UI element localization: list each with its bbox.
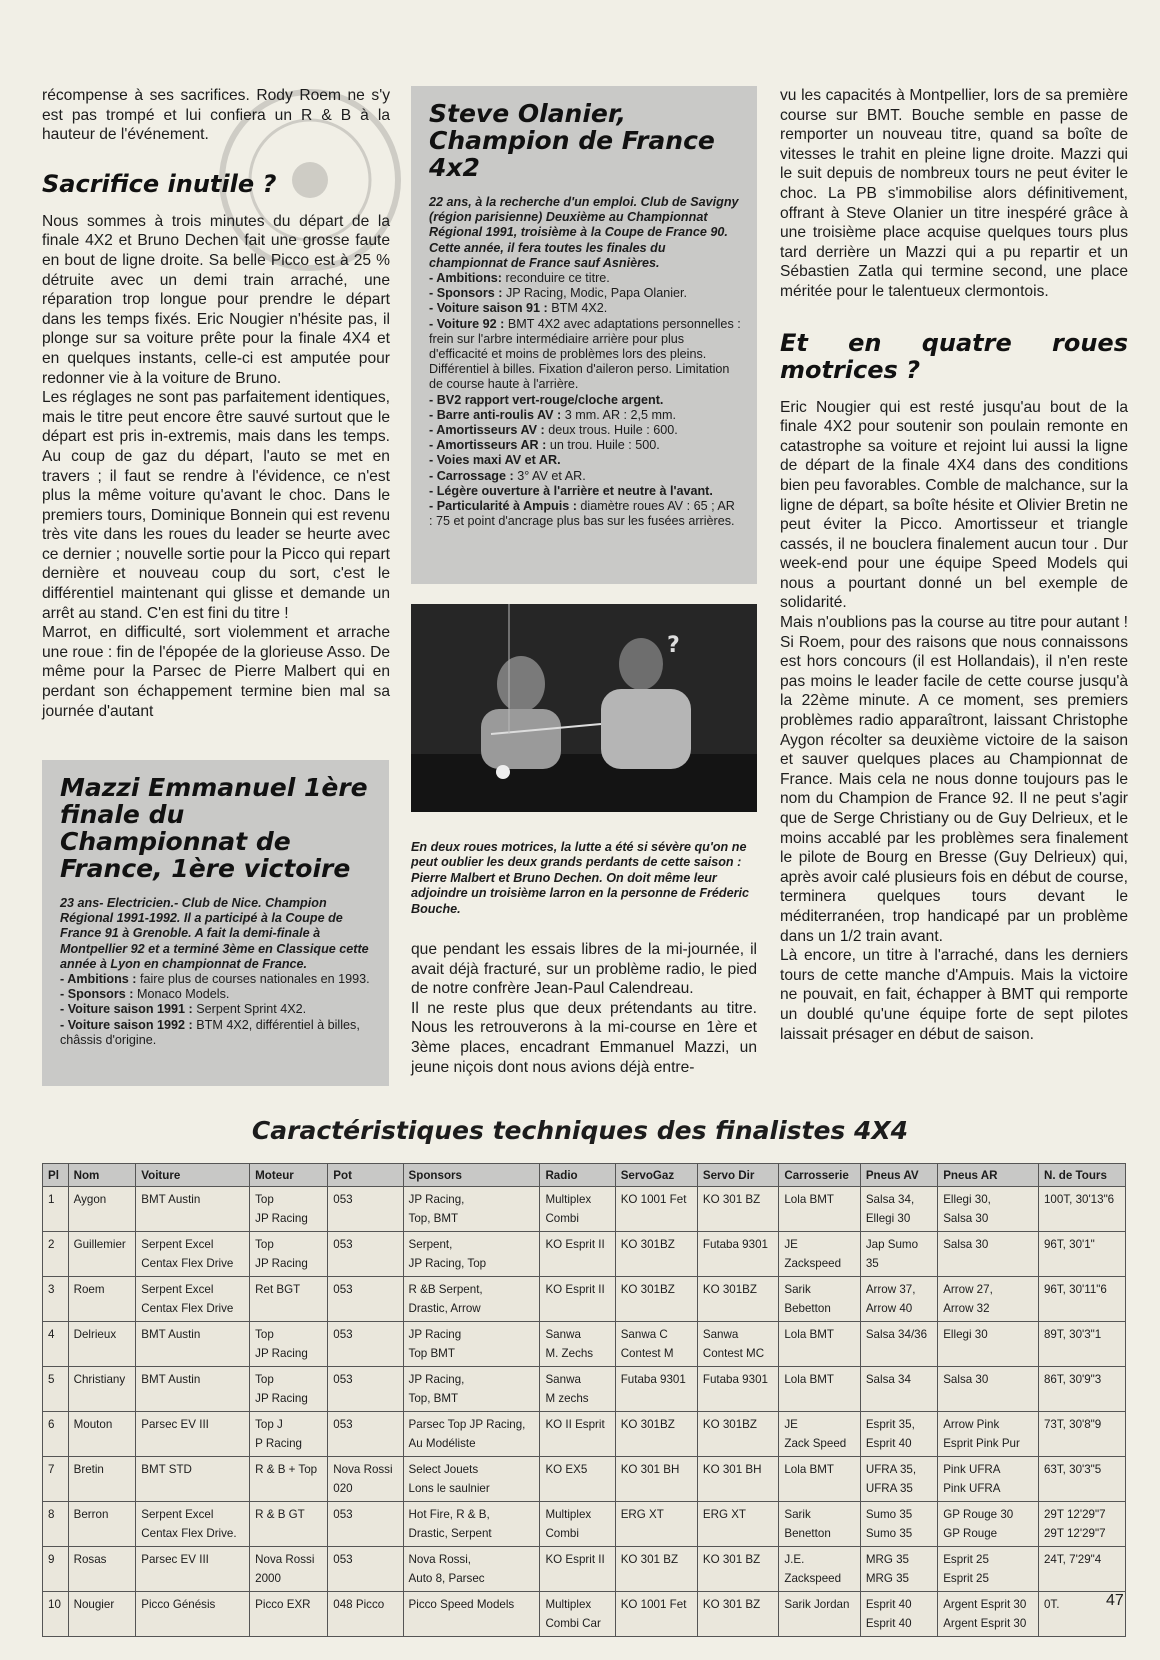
table-cell: 053: [328, 1367, 403, 1412]
table-cell: Sumo 35 Sumo 35: [860, 1502, 937, 1547]
table-cell: Futaba 9301: [697, 1367, 779, 1412]
table-cell: BMT Austin: [136, 1367, 250, 1412]
table-row: [43, 1547, 1126, 1592]
table-cell: Sarik Benetton: [779, 1502, 860, 1547]
table-cell: UFRA 35, UFRA 35: [860, 1457, 937, 1502]
table-cell: Christiany: [68, 1367, 136, 1412]
table-cell: ERG XT: [697, 1502, 779, 1547]
race-photo: [411, 604, 757, 812]
table-cell: Picco Génésis: [136, 1592, 250, 1637]
table-cell: 5: [43, 1367, 69, 1412]
table-cell: 3: [43, 1277, 69, 1322]
profile-detail-item: - Sponsors : Monaco Models.: [60, 987, 230, 1002]
table-cell: Multiplex Combi: [540, 1502, 615, 1547]
table-cell: Serpent Excel Centax Flex Drive: [136, 1232, 250, 1277]
table-cell: KO 1001 Fet: [615, 1592, 697, 1637]
table-cell: 9: [43, 1547, 69, 1592]
profile-detail-item: - Sponsors : JP Racing, Modic, Papa Olanier.: [429, 286, 688, 301]
table-cell: ERG XT: [615, 1502, 697, 1547]
profile-detail-item: - Voiture saison 1992 : BTM 4X2, différentiel à billes, châssis d'origine.: [60, 1017, 360, 1047]
table-cell: Serpent Excel Centax Flex Drive.: [136, 1502, 250, 1547]
table-cell: Futaba 9301: [615, 1367, 697, 1412]
paragraph: Il ne reste plus que deux prétendants au titre. Nous les retrouverons à la mi-course en 1ère et 3ème places, encadrant Emmanuel Mazzi, un jeune niçois dont nous avions déjà entre-: [411, 999, 757, 1076]
profile-detail-item: - Particularité à Ampuis : diamètre roues AV : 65 ; AR : 75 et point d'ancrage plus bas sur les fusées arrières.: [429, 499, 735, 529]
profile-detail-item: - Ambitions : faire plus de courses nationales en 1993.: [60, 972, 370, 987]
profile-box-mazzi: [42, 760, 389, 1086]
table-cell: BMT Austin: [136, 1322, 250, 1367]
profile-intro: 22 ans, à la recherche d'un emploi. Club de Savigny (région parisienne) Deuxième au Championnat Régional 1991, troisième à la Coupe de France 90. Cette année, il fera toutes les finales du championnat de France sauf Asnières.: [429, 195, 739, 270]
table-cell: 73T, 30'8"9: [1038, 1412, 1125, 1457]
table-cell: Arrow Pink Esprit Pink Pur: [938, 1412, 1039, 1457]
table-cell: Argent Esprit 30 Argent Esprit 30: [938, 1592, 1039, 1637]
table-header-cell: Radio: [540, 1164, 615, 1187]
table-cell: Arrow 37, Arrow 40: [860, 1277, 937, 1322]
table-cell: Esprit 40 Esprit 40: [860, 1592, 937, 1637]
table-cell: Nougier: [68, 1592, 136, 1637]
table-row: [43, 1457, 1126, 1502]
table-cell: 63T, 30'3"5: [1038, 1457, 1125, 1502]
table-cell: Ellegi 30, Salsa 30: [938, 1187, 1039, 1232]
table-header-cell: Nom: [68, 1164, 136, 1187]
profile-title: Steve Olanier, Champion de France 4x2: [429, 99, 715, 182]
table-cell: Serpent, JP Racing, Top: [403, 1232, 540, 1277]
table-cell: Sanwa M zechs: [540, 1367, 615, 1412]
table-title: Caractéristiques techniques des finalistes 4X4: [251, 1116, 909, 1145]
profile-detail-item: - Voiture saison 1991 : Serpent Sprint 4X2.: [60, 1002, 307, 1017]
table-row: [43, 1502, 1126, 1547]
table-cell: Top JP Racing: [250, 1367, 328, 1412]
table-cell: Parsec Top JP Racing, Au Modéliste: [403, 1412, 540, 1457]
table-cell: Bretin: [68, 1457, 136, 1502]
table-header-cell: Pneus AR: [938, 1164, 1039, 1187]
table-cell: Salsa 34: [860, 1367, 937, 1412]
table-row: [43, 1412, 1126, 1457]
table-header-row: [43, 1164, 1126, 1187]
table-cell: 053: [328, 1547, 403, 1592]
profile-detail-item: - Voiture saison 91 : BTM 4X2.: [429, 301, 608, 316]
table-cell: Futaba 9301: [697, 1232, 779, 1277]
table-header-cell: Servo Dir: [697, 1164, 779, 1187]
table-cell: 10: [43, 1592, 69, 1637]
table-cell: KO 301 BZ: [697, 1592, 779, 1637]
table-cell: JP Racing, Top, BMT: [403, 1187, 540, 1232]
table-cell: 6: [43, 1412, 69, 1457]
table-header-cell: N. de Tours: [1038, 1164, 1125, 1187]
table-cell: Top JP Racing: [250, 1322, 328, 1367]
table-cell: KO 301BZ: [615, 1277, 697, 1322]
profile-detail-item: - Ambitions: reconduire ce titre.: [429, 271, 610, 286]
table-cell: R & B GT: [250, 1502, 328, 1547]
table-cell: 86T, 30'9"3: [1038, 1367, 1125, 1412]
profile-detail-item: - Carrossage : 3° AV et AR.: [429, 468, 586, 483]
column-right: [780, 86, 1128, 1044]
table-cell: KO 301BZ: [697, 1277, 779, 1322]
table-cell: Roem: [68, 1277, 136, 1322]
table-cell: JP Racing, Top, BMT: [403, 1367, 540, 1412]
table-cell: JE Zackspeed: [779, 1232, 860, 1277]
profile-details: [60, 972, 373, 1048]
column-left: [42, 86, 390, 721]
table-cell: Hot Fire, R & B, Drastic, Serpent: [403, 1502, 540, 1547]
finalists-table: [42, 1163, 1126, 1637]
table-cell: KO 301 BZ: [615, 1547, 697, 1592]
table-header-cell: Sponsors: [403, 1164, 540, 1187]
table-cell: KO 1001 Fet: [615, 1187, 697, 1232]
table-cell: Lola BMT: [779, 1457, 860, 1502]
profile-details: [429, 271, 741, 529]
table-cell: 053: [328, 1277, 403, 1322]
table-cell: KO 301 BH: [615, 1457, 697, 1502]
table-cell: 100T, 30'13"6: [1038, 1187, 1125, 1232]
table-cell: Top JP Racing: [250, 1232, 328, 1277]
profile-detail-item: - Légère ouverture à l'arrière et neutre à l'avant.: [429, 483, 713, 498]
table-header-cell: Moteur: [250, 1164, 328, 1187]
profile-detail-item: - Barre anti-roulis AV : 3 mm. AR : 2,5 mm.: [429, 407, 677, 422]
paragraph: Marrot, en difficulté, sort violemment et arrache une roue : fin de l'épopée de la glorieuse Asso. De même pour la Parsec de Pierre Malbert qui en perdant son échappement termine bien mal sa journée d'autant: [42, 624, 391, 720]
table-cell: 053: [328, 1412, 403, 1457]
table-cell: Salsa 34, Ellegi 30: [860, 1187, 937, 1232]
table-cell: Aygon: [68, 1187, 136, 1232]
table-header-cell: Carrosserie: [779, 1164, 860, 1187]
table-cell: 29T 12'29"7 29T 12'29"7: [1038, 1502, 1125, 1547]
table-header-cell: Pneus AV: [860, 1164, 937, 1187]
table-cell: Top JP Racing: [250, 1187, 328, 1232]
profile-box-olanier: [411, 86, 757, 584]
table-cell: KO 301BZ: [697, 1412, 779, 1457]
table-cell: 2: [43, 1232, 69, 1277]
table-header-cell: Pot: [328, 1164, 403, 1187]
paragraph: Les réglages ne sont pas parfaitement identiques, mais le titre peut encore être sauvé surtout que le départ est pris in-extremis, mais dans les temps. Au coup de gaz du départ, l'auto se met en travers ; il faut se rendre à l'évidence, ce n'est plus la même voiture qu'avant le choc. Dans le premiers tours, Dominique Bonnein qui est revenu très vite dans les roues du leader se heurte avec ce dernier ; nouvelle sortie pour la Picco qui repart dernière et nouveau coup du sort, c'est le différentiel maintenant qui glisse et demande un arrêt au stand. C'en est fini du titre !: [42, 389, 390, 622]
table-cell: Sanwa M. Zechs: [540, 1322, 615, 1367]
paragraph: Mais n'oublions pas la course au titre pour autant ! Si Roem, pour des raisons que nous connaissons est hors concours (il est Hollandais), il n'en reste pas moins le leader facile de cette course jusqu'à la 22ème minute. A ce moment, ses premiers problèmes radio apparaîtront, laissant Christophe Aygon récolter sa deuxième victoire de la saison et sauver quelques places au Championnat de France. Mais cela ne nous donne toujours pas le nom du Champion de France 92. Il ne peut s'agir que de Serge Christiany ou de Guy Delrieux, et le moins accablé par les problèmes sera finalement le pilote de Bourg en Bresse (Guy Delrieux) qui, après avoir calé plusieurs fois en début de course, terminera quelques tours devant le méditerranéen, trop handicapé par un problème dans un 1/2 train avant.: [780, 614, 1128, 945]
table-cell: Nova Rossi 020: [328, 1457, 403, 1502]
table-cell: KO 301 BZ: [697, 1547, 779, 1592]
table-cell: 048 Picco: [328, 1592, 403, 1637]
svg-text:?: ?: [667, 633, 680, 658]
paragraph: vu les capacités à Montpellier, lors de sa première course sur BMT. Bouche semble en passe de remporter un nouveau titre, quand sa boîte de vitesses le trahit en pleine ligne droite. Mazzi qui le suit depuis de nombreux tours ne peut éviter le choc. La PB s'immobilise alors définitivement, offrant à Steve Olanier un titre inespéré grâce à une troisième place acquise quelques tours plus tard derrière un Mazzi qui a pu repartir et un Sébastien Zatla qui termine second, une place méritée pour le talentueux clermontois.: [780, 87, 1128, 300]
table-cell: MRG 35 MRG 35: [860, 1547, 937, 1592]
table-cell: Lola BMT: [779, 1367, 860, 1412]
table-cell: Salsa 30: [938, 1232, 1039, 1277]
table-cell: J.E. Zackspeed: [779, 1547, 860, 1592]
table-cell: KO EX5: [540, 1457, 615, 1502]
table-cell: 7: [43, 1457, 69, 1502]
table-cell: Esprit 25 Esprit 25: [938, 1547, 1039, 1592]
table-row: [43, 1592, 1126, 1637]
table-cell: Lola BMT: [779, 1322, 860, 1367]
table-cell: KO 301 BH: [697, 1457, 779, 1502]
page-number: 47: [1106, 1592, 1124, 1609]
section-heading-quatre-roues: Et en quatre roues motrices ?: [780, 328, 1128, 384]
paragraph: Eric Nougier qui est resté jusqu'au bout de la finale 4X2 pour soutenir son poulain remonte en catastrophe sa voiture et rejoint lui aussi la ligne de départ de la finale 4X4 dans des conditions bien peu favorables. Comble de malchance, sur la ligne de départ, sa boîte hésite et Olivier Bretin ne peut éviter la Picco. Amortisseur et triangle cassés, il ne bouclera finalement aucun tour . Dur week-end pour une équipe Speed Models qui nous a pourtant donné un bel exemple de solidarité.: [780, 398, 1128, 612]
table-row: [43, 1367, 1126, 1412]
table-cell: BMT Austin: [136, 1187, 250, 1232]
table-cell: Parsec EV III: [136, 1547, 250, 1592]
paragraph: Nous sommes à trois minutes du départ de la finale 4X2 et Bruno Dechen fait une grosse faute en bout de ligne droite. Sa belle Picco est à 25 % détruite avec un demi train arraché, une réparation trop longue pour prendre le départ dans les temps fixés. Eric Nougier n'hésite pas, il plonge sur sa voiture prête pour la finale 4X4 et en quelques instants, celle-ci est amputée pour redonner vie à la voiture de Bruno.: [42, 212, 390, 387]
table-cell: KO 301BZ: [615, 1232, 697, 1277]
table-cell: KO Esprit II: [540, 1232, 615, 1277]
table-cell: 053: [328, 1232, 403, 1277]
table-cell: Pink UFRA Pink UFRA: [938, 1457, 1039, 1502]
table-cell: Multiplex Combi: [540, 1187, 615, 1232]
table-cell: R &B Serpent, Drastic, Arrow: [403, 1277, 540, 1322]
table-cell: Sarik Jordan: [779, 1592, 860, 1637]
table-cell: Rosas: [68, 1547, 136, 1592]
photo-caption: En deux roues motrices, la lutte a été si sévère qu'on ne peut oublier les deux grands perdants de cette saison : Pierre Malbert et Bruno Dechen. On doit même leur adjoindre un troisième larron en la personne de Fréderic Bouche.: [411, 840, 750, 916]
table-cell: Delrieux: [68, 1322, 136, 1367]
table-cell: Berron: [68, 1502, 136, 1547]
table-cell: Sarik Bebetton: [779, 1277, 860, 1322]
profile-detail-item: - Voiture 92 : BMT 4X2 avec adaptations personnelles : frein sur l'arbre intermédiaire arrière pour plus d'efficacité et moins de problèmes lors des pleins. Différentiel à billes. Fixation d'aileron perso. Limitation de course haute à l'arrière.: [429, 316, 741, 392]
table-cell: 96T, 30'1": [1038, 1232, 1125, 1277]
intro-paragraph: récompense à ses sacrifices. Rody Roem ne s'y est pas trompé et lui confiera un R & B à la hauteur de l'événement.: [42, 87, 390, 144]
table-cell: 24T, 7'29"4: [1038, 1547, 1125, 1592]
profile-detail-item: - Amortisseurs AV : deux trous. Huile : 600.: [429, 423, 678, 438]
table-cell: Parsec EV III: [136, 1412, 250, 1457]
table-row: [43, 1277, 1126, 1322]
table-cell: Serpent Excel Centax Flex Drive: [136, 1277, 250, 1322]
table-header-cell: ServoGaz: [615, 1164, 697, 1187]
table-cell: JE Zack Speed: [779, 1412, 860, 1457]
table-cell: BMT STD: [136, 1457, 250, 1502]
table-cell: Jap Sumo 35: [860, 1232, 937, 1277]
table-cell: 96T, 30'11"6: [1038, 1277, 1125, 1322]
paragraph: que pendant les essais libres de la mi-journée, il avait déjà fracturé, sur un problème radio, le pied de notre confrère Jean-Paul Calendreau.: [411, 941, 757, 998]
table-cell: Ellegi 30: [938, 1322, 1039, 1367]
table-row: [43, 1187, 1126, 1232]
table-cell: Lola BMT: [779, 1187, 860, 1232]
table-header-cell: Voiture: [136, 1164, 250, 1187]
table-cell: 0T.: [1038, 1592, 1125, 1637]
table-cell: Guillemier: [68, 1232, 136, 1277]
race-photo-image: [411, 604, 757, 812]
table-row: [43, 1232, 1126, 1277]
table-cell: 053: [328, 1322, 403, 1367]
profile-detail-item: - Amortisseurs AR : un trou. Huile : 500.: [429, 438, 660, 453]
table-header-cell: Pl: [43, 1164, 69, 1187]
table-cell: Arrow 27, Arrow 32: [938, 1277, 1039, 1322]
table-cell: KO 301BZ: [615, 1412, 697, 1457]
table-cell: KO II Esprit: [540, 1412, 615, 1457]
table-cell: JP Racing Top BMT: [403, 1322, 540, 1367]
table-cell: Multiplex Combi Car: [540, 1592, 615, 1637]
table-cell: Mouton: [68, 1412, 136, 1457]
table-cell: Salsa 30: [938, 1367, 1039, 1412]
profile-detail-item: - BV2 rapport vert-rouge/cloche argent.: [429, 392, 664, 407]
table-cell: Esprit 35, Esprit 40: [860, 1412, 937, 1457]
table-row: [43, 1322, 1126, 1367]
table-cell: Nova Rossi 2000: [250, 1547, 328, 1592]
table-cell: Ret BGT: [250, 1277, 328, 1322]
table-cell: KO Esprit II: [540, 1547, 615, 1592]
profile-intro: 23 ans- Electricien.- Club de Nice. Champion Régional 1991-1992. Il a participé à la Coupe de France 91 à Grenoble. A fait la demi-finale à Montpellier 92 et a terminé 3ème en Classique cette année à Lyon en championnat de France.: [60, 896, 369, 971]
table-cell: Top J P Racing: [250, 1412, 328, 1457]
table-cell: 053: [328, 1187, 403, 1232]
column-middle-text: [411, 940, 757, 1077]
table-cell: Nova Rossi, Auto 8, Parsec: [403, 1547, 540, 1592]
table-cell: 8: [43, 1502, 69, 1547]
table-cell: 4: [43, 1322, 69, 1367]
table-cell: R & B + Top: [250, 1457, 328, 1502]
table-cell: Salsa 34/36: [860, 1322, 937, 1367]
table-cell: Picco Speed Models: [403, 1592, 540, 1637]
table-cell: KO 301 BZ: [697, 1187, 779, 1232]
table-cell: Sanwa C Contest M: [615, 1322, 697, 1367]
table-cell: Select Jouets Lons le saulnier: [403, 1457, 540, 1502]
table-cell: Sanwa Contest MC: [697, 1322, 779, 1367]
table-cell: 89T, 30'3"1: [1038, 1322, 1125, 1367]
table-cell: GP Rouge 30 GP Rouge: [938, 1502, 1039, 1547]
section-heading-sacrifice: Sacrifice inutile ?: [42, 169, 277, 198]
table-cell: 1: [43, 1187, 69, 1232]
table-cell: Picco EXR: [250, 1592, 328, 1637]
profile-detail-item: - Voies maxi AV et AR.: [429, 453, 561, 468]
table-cell: 053: [328, 1502, 403, 1547]
profile-title: Mazzi Emmanuel 1ère finale du Championnat de France, 1ère victoire: [60, 773, 368, 883]
paragraph: Là encore, un titre à l'arraché, dans les derniers tours de cette manche d'Ampuis. Mais la victoire ne pouvait, en fait, échapper à BMT qui remporte un doublé qu'une équipe forte de sept pilotes laissait présager en début de saison.: [780, 947, 1128, 1043]
table-cell: KO Esprit II: [540, 1277, 615, 1322]
